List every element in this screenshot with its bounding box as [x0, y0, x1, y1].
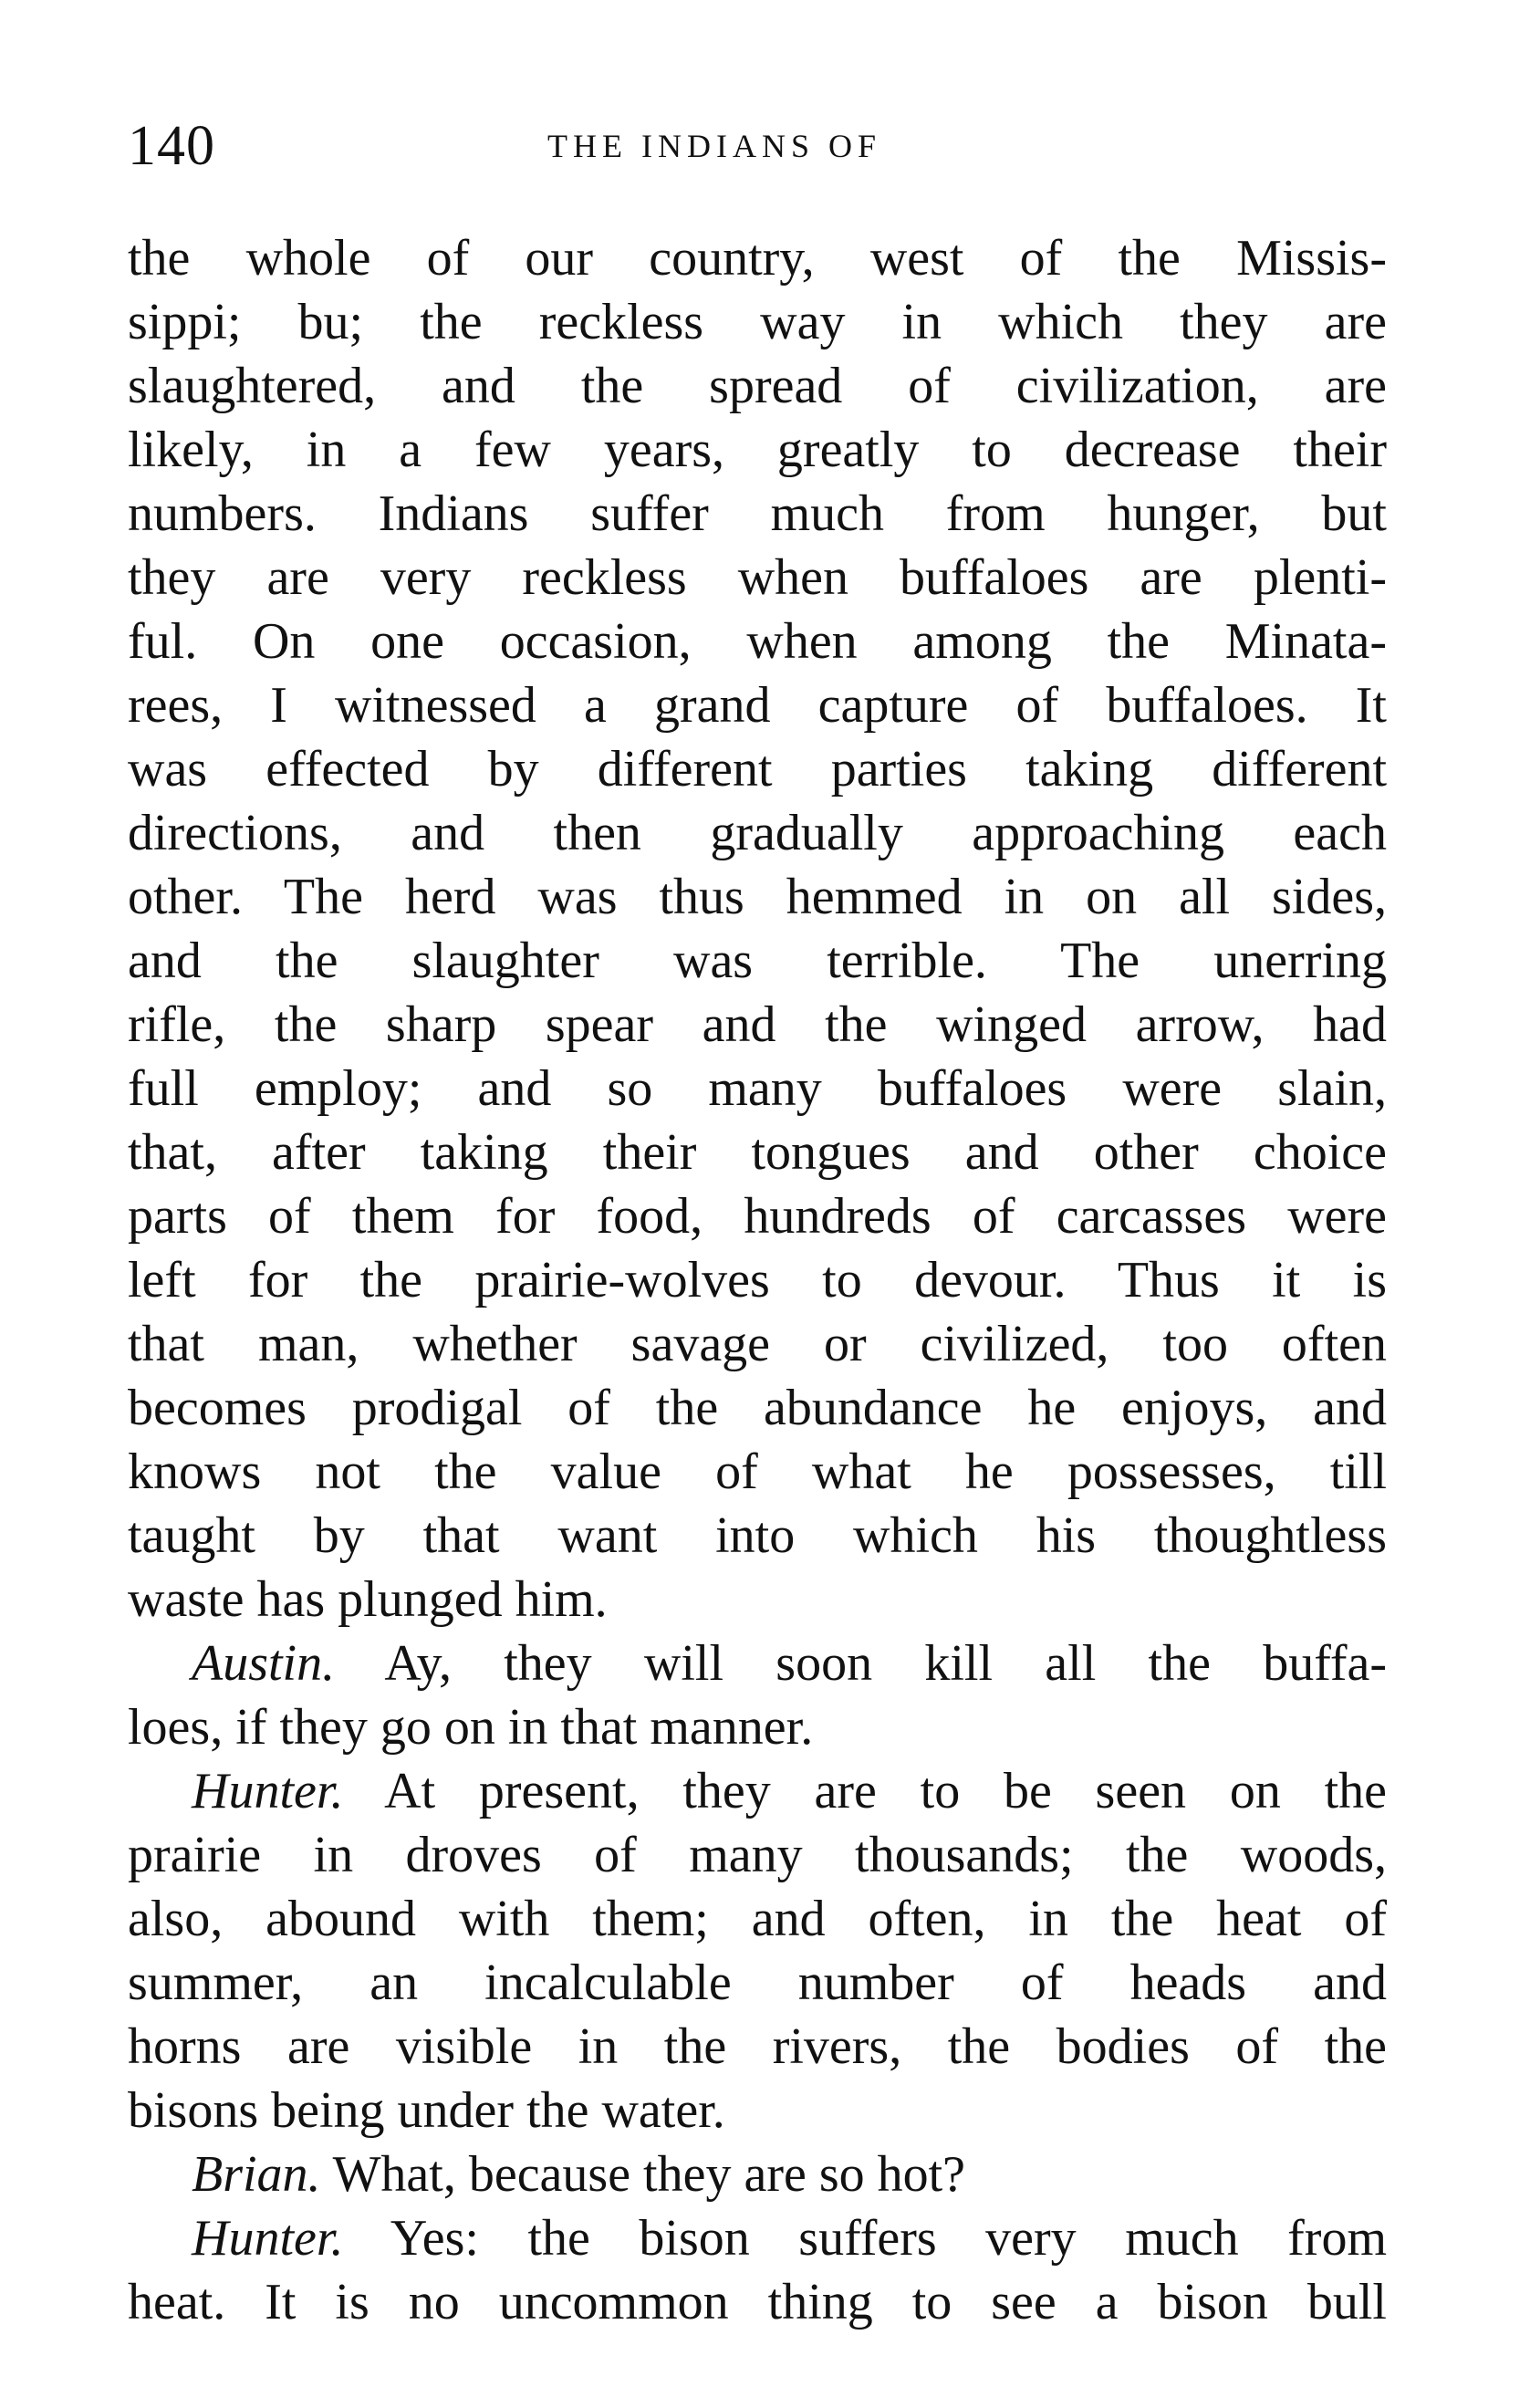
text-line: rifle, the sharp spear and the winged arrow, had	[128, 996, 1387, 1053]
speech-text: What, because they are so hot?	[332, 2146, 966, 2203]
speaker-name: Austin.	[192, 1635, 336, 1692]
text-line: that man, whether savage or civilized, too often	[128, 1316, 1387, 1372]
text-line: other. The herd was thus hemmed in on all sides,	[128, 869, 1387, 925]
speaker-name: Brian.	[192, 2146, 321, 2203]
text-line: likely, in a few years, greatly to decrease their	[128, 422, 1387, 478]
text-line: bisons being under the water.	[128, 2082, 725, 2139]
speech-text: Yes: the bison suffers very much from	[390, 2210, 1387, 2267]
text-line: becomes prodigal of the abundance he enjoys, and	[128, 1380, 1387, 1436]
narrative-paragraph	[128, 226, 1387, 1631]
text-line: parts of them for food, hundreds of carcasses were	[128, 1188, 1387, 1245]
running-head	[128, 109, 1405, 182]
text-line: rees, I witnessed a grand capture of buffaloes. It	[128, 677, 1387, 734]
speaker-name: Hunter.	[192, 1763, 344, 1819]
text-line: the whole of our country, west of the Missis-	[128, 230, 1387, 287]
text-line: they are very reckless when buffaloes are plenti-	[128, 549, 1387, 606]
page-number: 140	[128, 115, 215, 177]
speech-text: At present, they are to be seen on the	[384, 1763, 1387, 1819]
text-line: also, abound with them; and often, in the heat of	[128, 1891, 1387, 1947]
text-line: ful. On one occasion, when among the Minata-	[128, 613, 1387, 670]
running-title: THE INDIANS OF	[547, 128, 881, 164]
dialogue-austin	[128, 1631, 1387, 1759]
dialogue-hunter	[128, 1759, 1387, 2142]
text-line	[128, 1759, 1387, 1823]
speech-text: Ay, they will soon kill all the buffa-	[384, 1635, 1387, 1692]
text-line: numbers. Indians suffer much from hunger, but	[128, 485, 1387, 542]
text-line: and the slaughter was terrible. The unerring	[128, 933, 1387, 989]
text-line: sippi; bu; the reckless way in which they are	[128, 294, 1387, 350]
text-line: prairie in droves of many thousands; the woods,	[128, 1827, 1387, 1883]
text-line: was effected by different parties taking different	[128, 741, 1387, 797]
dialogue-brian	[128, 2142, 1387, 2206]
text-line: knows not the value of what he possesses, till	[128, 1444, 1387, 1500]
text-line: horns are visible in the rivers, the bodies of the	[128, 2018, 1387, 2075]
text-line	[128, 1631, 1387, 1695]
text-line: loes, if they go on in that manner.	[128, 1699, 814, 1756]
page-text	[128, 226, 1387, 2334]
text-line: summer, an incalculable number of heads and	[128, 1955, 1387, 2011]
text-line: heat. It is no uncommon thing to see a bison bull	[128, 2274, 1387, 2330]
text-line: directions, and then gradually approaching each	[128, 805, 1387, 861]
text-line: that, after taking their tongues and other choice	[128, 1124, 1387, 1181]
text-line: full employ; and so many buffaloes were slain,	[128, 1060, 1387, 1117]
text-line: left for the prairie-wolves to devour. Thus it is	[128, 1252, 1387, 1308]
speaker-name: Hunter.	[192, 2210, 344, 2267]
text-line: slaughtered, and the spread of civilization, are	[128, 358, 1387, 414]
text-line	[128, 2142, 1387, 2206]
text-line: waste has plunged him.	[128, 1571, 608, 1628]
text-line: taught by that want into which his thoughtless	[128, 1507, 1387, 1564]
text-line	[128, 2206, 1387, 2270]
dialogue-hunter-reply	[128, 2206, 1387, 2334]
